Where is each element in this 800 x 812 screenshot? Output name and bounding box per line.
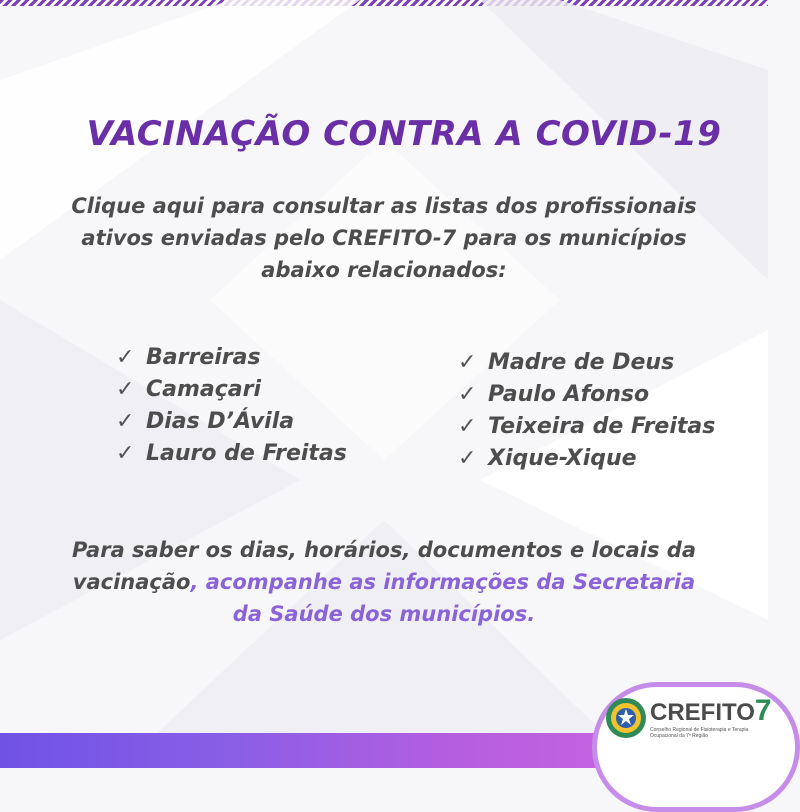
- crefito-logo-text: CREFITO7: [650, 694, 772, 727]
- check-icon: ✓: [116, 441, 135, 466]
- check-icon: ✓: [458, 350, 477, 375]
- brasao-seal-icon: [604, 696, 648, 740]
- check-icon: ✓: [458, 382, 477, 407]
- check-icon: ✓: [116, 345, 135, 370]
- list-item: ✓ Barreiras: [116, 342, 347, 374]
- check-icon: ✓: [116, 377, 135, 402]
- list-item: ✓ Lauro de Freitas: [116, 438, 347, 470]
- check-icon: ✓: [458, 446, 477, 471]
- municipality-list-right: [458, 347, 715, 475]
- list-item: ✓ Paulo Afonso: [458, 379, 715, 411]
- check-icon: ✓: [116, 409, 135, 434]
- intro-link-text[interactable]: Clique aqui para consultar as listas dos profissionais ativos enviadas pelo CREFITO-7 para os municípios abaixo relacionados:: [71, 194, 697, 282]
- list-item: ✓ Xique-Xique: [458, 443, 715, 475]
- footer-info: [60, 534, 708, 630]
- footer-plain-text: Para saber os dias, horários, documentos e locais da vacinação: [72, 538, 696, 594]
- list-item: ✓ Teixeira de Freitas: [458, 411, 715, 443]
- municipality-list-left: [116, 342, 347, 470]
- list-item: ✓ Camaçari: [116, 374, 347, 406]
- list-item: ✓ Dias D’Ávila: [116, 406, 347, 438]
- footer-highlight-link[interactable]: , acompanhe as informações da Secretaria da Saúde dos municípios.: [190, 570, 696, 626]
- list-item: ✓ Madre de Deus: [458, 347, 715, 379]
- page-title: VACINAÇÃO CONTRA A COVID-19: [86, 114, 722, 154]
- check-icon: ✓: [458, 414, 477, 439]
- crefito-subtitle: Conselho Regional de Fisioterapia e Terapia Ocupacional da 7ª Região: [650, 727, 749, 739]
